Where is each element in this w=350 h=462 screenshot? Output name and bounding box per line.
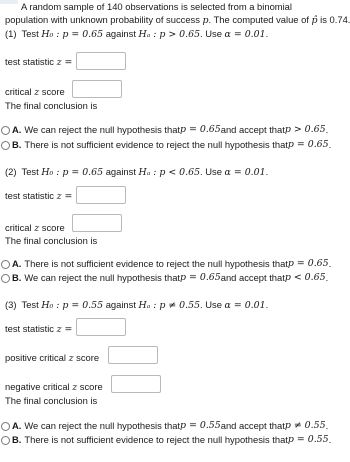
part3-option-b[interactable]: B. There is not sufficient evidence to reject the null hypothesis that p = 0.55 . (1, 434, 331, 446)
part1-option-a[interactable]: A. We can reject the null hypothesis that p = 0.65 and accept that p > 0.65 . (1, 124, 328, 136)
part2-test-statistic-input[interactable] (76, 186, 126, 204)
header-strip (0, 0, 18, 4)
part2-conclusion-label: The final conclusion is (5, 235, 98, 246)
part2-option-a-radio[interactable] (1, 260, 10, 269)
part2-option-b[interactable]: B. We can reject the null hypothesis that p = 0.65 and accept that p < 0.65 . (1, 272, 328, 284)
part1-test-statistic-label: test statistic z = (5, 56, 73, 68)
part2-heading: (2) Test H₀ : p = 0.65 against Hₐ : p < 0.65. Use α = 0.01. (5, 166, 269, 178)
part3-negative-critical-label: negative critical z score (5, 381, 103, 393)
part2-option-b-radio[interactable] (1, 274, 10, 283)
problem-intro-line2: population with unknown probability of success p. The computed value of p̂ is 0.74. (5, 14, 350, 26)
part3-test-statistic-label: test statistic z = (5, 323, 73, 335)
part3-heading: (3) Test H₀ : p = 0.55 against Hₐ : p ≠ 0.55. Use α = 0.01. (5, 299, 269, 311)
part2-critical-input[interactable] (72, 214, 122, 232)
part1-critical-label: critical z score (5, 86, 65, 98)
part1-test-statistic-input[interactable] (76, 52, 126, 70)
part1-conclusion-label: The final conclusion is (5, 100, 98, 111)
part3-positive-critical-label: positive critical z score (5, 352, 100, 364)
part1-option-a-radio[interactable] (1, 126, 10, 135)
part2-option-a[interactable]: A. There is not sufficient evidence to reject the null hypothesis that p = 0.65 . (1, 258, 331, 270)
part2-critical-label: critical z score (5, 222, 65, 234)
part3-test-statistic-input[interactable] (76, 318, 126, 336)
part1-critical-input[interactable] (72, 80, 122, 98)
part1-option-b[interactable]: B. There is not sufficient evidence to reject the null hypothesis that p = 0.65 . (1, 139, 331, 151)
part3-option-b-radio[interactable] (1, 436, 10, 445)
part3-option-a-radio[interactable] (1, 422, 10, 431)
problem-intro-line1: A random sample of 140 observations is selected from a binomial (21, 1, 292, 12)
part3-negative-critical-input[interactable] (111, 375, 161, 393)
part2-test-statistic-label: test statistic z = (5, 190, 73, 202)
part3-conclusion-label: The final conclusion is (5, 395, 98, 406)
part1-heading: (1) Test H₀ : p = 0.65 against Hₐ : p > 0.65. Use α = 0.01. (5, 28, 269, 40)
part3-positive-critical-input[interactable] (108, 346, 158, 364)
part1-option-b-radio[interactable] (1, 141, 10, 150)
part3-option-a[interactable]: A. We can reject the null hypothesis that p = 0.55 and accept that p ≠ 0.55 . (1, 420, 328, 432)
